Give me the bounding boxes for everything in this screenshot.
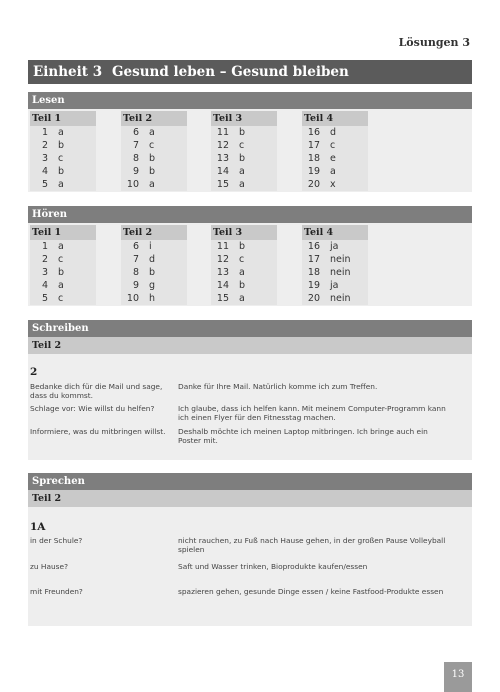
part-label: Teil 4 [302, 225, 368, 240]
item-number: 3 [41, 153, 48, 164]
answer-row [302, 139, 368, 152]
unit-number: Einheit 3 [33, 64, 103, 80]
item-answer: b [239, 153, 246, 164]
hoeren-section [28, 206, 472, 306]
item-answer: c [239, 140, 245, 151]
part-label: Teil 1 [30, 111, 96, 126]
sprechen-answer: nicht rauchen, zu Fuß nach Hause gehen, in der großen Pause Volleyball spielen [178, 536, 446, 554]
item-number: 12 [216, 140, 229, 151]
answer-row [121, 266, 187, 279]
answer-row [30, 279, 96, 292]
item-number: 17 [307, 254, 320, 265]
answer-row [302, 152, 368, 165]
answer-row [302, 126, 368, 139]
part-label: Teil 3 [211, 111, 277, 126]
sprechen-task-number: 1A [30, 521, 46, 533]
answer-row [211, 253, 277, 266]
hoeren-part-4 [302, 225, 362, 305]
answer-row [302, 266, 368, 279]
item-number: 4 [41, 280, 48, 291]
answer-row [30, 152, 96, 165]
item-answer: d [330, 127, 337, 138]
answer-row [121, 139, 187, 152]
answer-row [211, 292, 277, 305]
item-number: 10 [126, 179, 139, 190]
answer-row [121, 279, 187, 292]
item-number: 6 [132, 127, 139, 138]
item-number: 18 [307, 153, 320, 164]
item-answer: b [149, 166, 156, 177]
item-answer: a [239, 293, 245, 304]
answer-row [211, 139, 277, 152]
answer-row [30, 240, 96, 253]
answer-row [211, 266, 277, 279]
lesen-part-4 [302, 111, 362, 191]
schreiben-heading: Schreiben [28, 320, 472, 337]
answer-row [211, 240, 277, 253]
item-number: 19 [307, 280, 320, 291]
item-number: 8 [132, 153, 139, 164]
part-label: Teil 3 [211, 225, 277, 240]
sprechen-prompt: in der Schule? [30, 536, 83, 545]
schreiben-body [28, 354, 472, 460]
answer-row [121, 240, 187, 253]
item-number: 9 [132, 166, 139, 177]
item-number: 6 [132, 241, 139, 252]
item-number: 16 [307, 127, 320, 138]
item-number: 9 [132, 280, 139, 291]
sprechen-part: Teil 2 [28, 490, 472, 507]
sprechen-answer: spazieren gehen, gesunde Dinge essen / keine Fastfood-Produkte essen [178, 587, 444, 596]
lesen-part-1 [30, 111, 90, 191]
hoeren-part-1 [30, 225, 90, 305]
answer-row [302, 292, 368, 305]
answer-row [121, 178, 187, 191]
answer-row [302, 279, 368, 292]
item-answer: c [149, 140, 155, 151]
item-number: 2 [41, 254, 48, 265]
item-number: 18 [307, 267, 320, 278]
answer-row [121, 165, 187, 178]
lesen-section [28, 92, 472, 192]
answer-row [302, 253, 368, 266]
answer-row [302, 165, 368, 178]
answer-row [211, 165, 277, 178]
page-number: 13 [444, 662, 472, 692]
item-answer: a [58, 241, 64, 252]
unit-title-bar [28, 60, 472, 84]
item-answer: d [149, 254, 156, 265]
answer-row [121, 292, 187, 305]
item-answer: a [239, 267, 245, 278]
sprechen-prompt: mit Freunden? [30, 587, 83, 596]
item-answer: a [149, 127, 155, 138]
item-number: 7 [132, 140, 139, 151]
item-number: 13 [216, 153, 229, 164]
item-answer: b [149, 267, 156, 278]
answer-row [30, 126, 96, 139]
item-answer: a [239, 179, 245, 190]
schreiben-part: Teil 2 [28, 337, 472, 354]
sprechen-body [28, 507, 472, 626]
item-answer: b [58, 166, 65, 177]
answer-row [302, 178, 368, 191]
lesen-answer-grid [28, 109, 472, 193]
item-answer: g [149, 280, 156, 291]
running-header: Lösungen 3 [398, 36, 470, 49]
item-number: 10 [126, 293, 139, 304]
item-answer: a [58, 280, 64, 291]
hoeren-part-2 [121, 225, 181, 305]
item-answer: c [330, 140, 336, 151]
item-number: 15 [216, 179, 229, 190]
item-number: 4 [41, 166, 48, 177]
item-answer: a [58, 179, 64, 190]
item-answer: ja [330, 280, 339, 291]
lesen-part-2 [121, 111, 181, 191]
answer-row [30, 292, 96, 305]
item-number: 7 [132, 254, 139, 265]
item-answer: a [58, 127, 64, 138]
schreiben-answer: Deshalb möchte ich meinen Laptop mitbringen. Ich bringe auch ein Poster mit. [178, 427, 428, 445]
part-label: Teil 1 [30, 225, 96, 240]
item-answer: x [330, 179, 336, 190]
item-number: 2 [41, 140, 48, 151]
answer-row [211, 126, 277, 139]
answer-row [30, 253, 96, 266]
item-number: 5 [41, 179, 48, 190]
unit-title: Gesund leben – Gesund bleiben [112, 64, 349, 80]
item-number: 19 [307, 166, 320, 177]
schreiben-answer: Danke für Ihre Mail. Natürlich komme ich zum Treffen. [178, 382, 378, 391]
item-number: 11 [216, 241, 229, 252]
item-number: 16 [307, 241, 320, 252]
item-number: 20 [307, 179, 320, 190]
schreiben-prompt: Bedanke dich für die Mail und sage, dass du kommst. [30, 382, 163, 400]
hoeren-answer-grid [28, 223, 472, 307]
item-number: 17 [307, 140, 320, 151]
item-answer: b [58, 267, 65, 278]
item-number: 15 [216, 293, 229, 304]
answer-row [302, 240, 368, 253]
item-number: 1 [41, 241, 48, 252]
schreiben-answer: Ich glaube, dass ich helfen kann. Mit meinem Computer-Programm kann ich einen Flyer für den Fitnesstag machen. [178, 404, 446, 422]
item-answer: b [239, 127, 246, 138]
answer-row [121, 152, 187, 165]
item-answer: i [149, 241, 152, 252]
item-answer: b [239, 241, 246, 252]
hoeren-part-3 [211, 225, 271, 305]
item-answer: nein [330, 254, 351, 265]
item-answer: a [149, 179, 155, 190]
item-answer: a [330, 166, 336, 177]
item-answer: nein [330, 267, 351, 278]
item-answer: ja [330, 241, 339, 252]
item-answer: a [239, 166, 245, 177]
lesen-heading: Lesen [28, 92, 472, 109]
part-label: Teil 2 [121, 111, 187, 126]
item-number: 11 [216, 127, 229, 138]
item-answer: h [149, 293, 156, 304]
item-answer: c [58, 153, 64, 164]
item-answer: c [239, 254, 245, 265]
item-answer: c [58, 293, 64, 304]
answer-row [30, 139, 96, 152]
item-number: 12 [216, 254, 229, 265]
sprechen-heading: Sprechen [28, 473, 472, 490]
answer-row [121, 253, 187, 266]
answer-row [211, 178, 277, 191]
answer-row [30, 165, 96, 178]
item-number: 13 [216, 267, 229, 278]
hoeren-heading: Hören [28, 206, 472, 223]
part-label: Teil 4 [302, 111, 368, 126]
item-answer: c [58, 254, 64, 265]
item-number: 5 [41, 293, 48, 304]
answer-row [30, 266, 96, 279]
item-number: 3 [41, 267, 48, 278]
sprechen-prompt: zu Hause? [30, 562, 69, 571]
item-number: 14 [216, 280, 229, 291]
answer-row [211, 279, 277, 292]
item-answer: b [239, 280, 246, 291]
lesen-part-3 [211, 111, 271, 191]
schreiben-section [28, 320, 472, 460]
item-answer: b [58, 140, 65, 151]
answer-row [211, 152, 277, 165]
item-answer: e [330, 153, 336, 164]
sprechen-section [28, 473, 472, 626]
item-number: 14 [216, 166, 229, 177]
answer-row [30, 178, 96, 191]
item-number: 8 [132, 267, 139, 278]
schreiben-prompt: Informiere, was du mitbringen willst. [30, 427, 166, 436]
schreiben-task-number: 2 [30, 366, 38, 378]
answer-row [121, 126, 187, 139]
item-answer: nein [330, 293, 351, 304]
schreiben-prompt: Schlage vor: Wie willst du helfen? [30, 404, 155, 413]
item-number: 20 [307, 293, 320, 304]
sprechen-answer: Saft und Wasser trinken, Bioprodukte kaufen/essen [178, 562, 368, 571]
part-label: Teil 2 [121, 225, 187, 240]
item-answer: b [149, 153, 156, 164]
item-number: 1 [41, 127, 48, 138]
